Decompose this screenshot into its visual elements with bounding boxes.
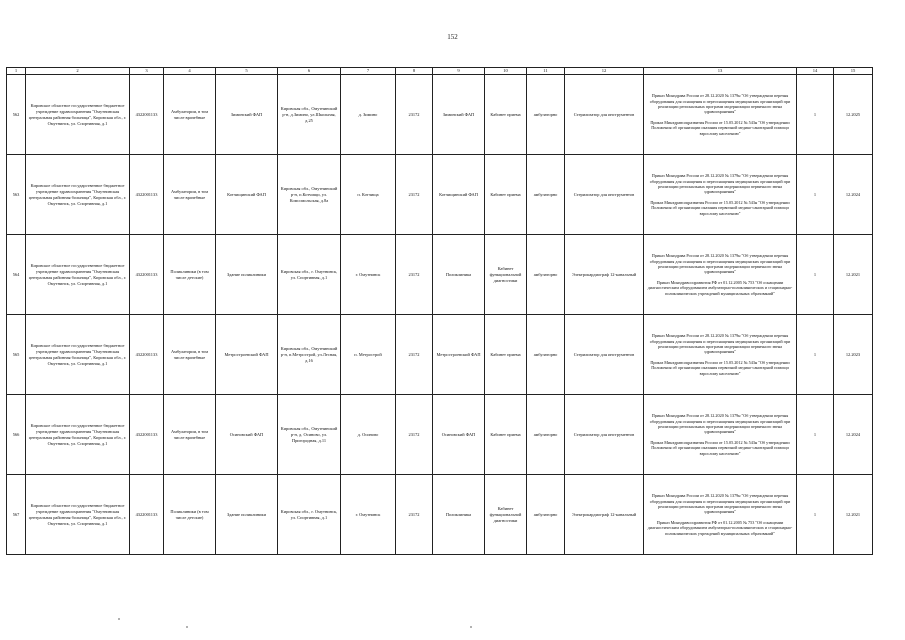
order-text: Приказ Минздравсоцразвития России от 15.05.2012 № 543н "Об утверждении Положения об организации оказания первичной медико-санитарной помощи взрослому населению" — [650, 439, 790, 456]
cell-subdivision: Котчищинский ФАП — [433, 155, 485, 235]
cell-inn: 4322001133 — [130, 75, 164, 155]
column-header-5: 5 — [216, 68, 278, 75]
table-row — [7, 315, 873, 395]
column-header-3: 3 — [130, 68, 164, 75]
cell-settlement: д. Осиново — [341, 395, 396, 475]
cell-date: 12.2021 — [834, 475, 873, 555]
cell-settlement: г. Омутнинск — [341, 475, 396, 555]
cell-address: Кировская обл., Омутнинский р-н, п.Котчищи, ул. Комсомольская, д.8а — [278, 155, 341, 235]
cell-subdivision: Поликлиника — [433, 475, 485, 555]
cell-room: Кабинет функциональной диагностики — [485, 475, 527, 555]
order-text: Приказ Минздрава России от 28.12.2020 № 1379н "Об утверждении перечня оборудования для оснащения и переоснащения медицинских организаций при реализации региональных программ модернизации первичного звена здравоохранения" — [649, 253, 791, 275]
cell-equipment: Стерилизатор для инструментов — [565, 155, 644, 235]
cell-room: Кабинет приема — [485, 315, 527, 395]
cell-organization: Кировское областное государственное бюджетное учреждение здравоохранения "Омутнинская центральная районная больница", Кировская обл., г. Омутнинск, ул. Спортивная, д.1 — [26, 315, 130, 395]
cell-subdivision: Метростроевский ФАП — [433, 315, 485, 395]
cell-num: 566 — [7, 395, 26, 475]
cell-inn: 4322001133 — [130, 475, 164, 555]
column-header-8: 8 — [396, 68, 433, 75]
cell-equipment: Электрокардиограф 12-канальный — [565, 475, 644, 555]
cell-settlement: г. Омутнинск — [341, 235, 396, 315]
cell-organization: Кировское областное государственное бюджетное учреждение здравоохранения "Омутнинская центральная районная больница", Кировская обл., г. Омутнинск, ул. Спортивная, д.1 — [26, 475, 130, 555]
cell-unit-name: Котчищинский ФАП — [216, 155, 278, 235]
order-text: Приказ Минздравсоцразвития РФ от 01.12.2005 № 753 "Об оснащении диагностическим оборудованием амбулаторно-поликлинических и стационарно-поликлинических учреждений муниципальных образований" — [647, 519, 793, 536]
cell-unit-type: Амбулатории, в том числе врачебные — [164, 75, 216, 155]
column-header-13: 13 — [644, 68, 797, 75]
cell-unit-type: Поликлиники (в том числе детские) — [164, 475, 216, 555]
cell-code: 23172 — [396, 75, 433, 155]
cell-settlement: д. Зимино — [341, 75, 396, 155]
cell-date: 12.2023 — [834, 315, 873, 395]
column-header-4: 4 — [164, 68, 216, 75]
cell-settlement: п. Метрострой — [341, 315, 396, 395]
cell-address: Кировская обл., Омутнинский р-н, д. Осиново, ул. Пригородная, д.11 — [278, 395, 341, 475]
table-row — [7, 475, 873, 555]
column-header-10: 10 — [485, 68, 527, 75]
cell-date: 12.2024 — [834, 155, 873, 235]
order-text: Приказ Минздрава России от 28.12.2020 № 1379н "Об утверждении перечня оборудования для оснащения и переоснащения медицинских организаций при реализации региональных программ модернизации первичного звена здравоохранения" — [649, 413, 791, 435]
cell-room: Кабинет приема — [485, 155, 527, 235]
cell-code: 23172 — [396, 155, 433, 235]
scan-speck — [186, 626, 188, 628]
order-text: Приказ Минздравсоцразвития России от 15.05.2012 № 543н "Об утверждении Положения об организации оказания первичной медико-санитарной помощи взрослому населению" — [650, 119, 790, 136]
cell-organization: Кировское областное государственное бюджетное учреждение здравоохранения "Омутнинская центральная районная больница", Кировская обл., г. Омутнинск, ул. Спортивная, д.1 — [26, 395, 130, 475]
cell-unit-name: Метростроевский ФАП — [216, 315, 278, 395]
cell-address: Кировская обл., г. Омутнинск, ул. Спортивная, д.1 — [278, 235, 341, 315]
cell-code: 23172 — [396, 315, 433, 395]
cell-code: 23172 — [396, 395, 433, 475]
cell-num: 563 — [7, 155, 26, 235]
cell-care-type: амбулаторно — [527, 475, 565, 555]
cell-qty: 1 — [797, 235, 834, 315]
cell-room: Кабинет функциональной диагностики — [485, 235, 527, 315]
cell-date: 12.2024 — [834, 395, 873, 475]
table-row — [7, 75, 873, 155]
order-text: Приказ Минздравсоцразвития России от 15.05.2012 № 543н "Об утверждении Положения об организации оказания первичной медико-санитарной помощи взрослому населению" — [650, 359, 790, 376]
cell-orders — [644, 235, 797, 315]
cell-num: 565 — [7, 315, 26, 395]
cell-inn: 4322001133 — [130, 155, 164, 235]
cell-equipment: Стерилизатор для инструментов — [565, 395, 644, 475]
cell-orders — [644, 75, 797, 155]
cell-qty: 1 — [797, 395, 834, 475]
cell-orders — [644, 155, 797, 235]
cell-qty: 1 — [797, 475, 834, 555]
order-text: Приказ Минздрава России от 28.12.2020 № 1379н "Об утверждении перечня оборудования для оснащения и переоснащения медицинских организаций при реализации региональных программ модернизации первичного звена здравоохранения" — [649, 333, 791, 355]
cell-date: 12.2021 — [834, 235, 873, 315]
order-text: Приказ Минздравсоцразвития России от 15.05.2012 № 543н "Об утверждении Положения об организации оказания первичной медико-санитарной помощи взрослому населению" — [650, 199, 790, 216]
cell-unit-type: Амбулатории, в том числе врачебные — [164, 395, 216, 475]
cell-address: Кировская обл., Омутнинский р-н, п.Метрострой, ул.Лесная, д.16 — [278, 315, 341, 395]
cell-unit-type: Амбулатории, в том числе врачебные — [164, 155, 216, 235]
cell-address: Кировская обл., г. Омутнинск, ул. Спортивная, д.1 — [278, 475, 341, 555]
column-number-row — [7, 68, 873, 75]
cell-care-type: амбулаторно — [527, 155, 565, 235]
column-header-1: 1 — [7, 68, 26, 75]
cell-num: 564 — [7, 235, 26, 315]
table-body — [7, 75, 873, 555]
cell-unit-type: Поликлиники (в том числе детские) — [164, 235, 216, 315]
table-row — [7, 155, 873, 235]
cell-room: Кабинет приема — [485, 395, 527, 475]
cell-subdivision: Поликлиника — [433, 235, 485, 315]
order-text: Приказ Минздрава России от 28.12.2020 № 1379н "Об утверждении перечня оборудования для оснащения и переоснащения медицинских организаций при реализации региональных программ модернизации первичного звена здравоохранения" — [649, 493, 791, 515]
cell-num: 562 — [7, 75, 26, 155]
cell-date: 12.2025 — [834, 75, 873, 155]
cell-inn: 4322001133 — [130, 315, 164, 395]
cell-qty: 1 — [797, 155, 834, 235]
table-row — [7, 395, 873, 475]
page-number: 152 — [447, 33, 458, 41]
cell-care-type: амбулаторно — [527, 75, 565, 155]
column-header-7: 7 — [341, 68, 396, 75]
cell-unit-name: Зиминский ФАП — [216, 75, 278, 155]
cell-num: 567 — [7, 475, 26, 555]
order-text: Приказ Минздрава России от 28.12.2020 № 1379н "Об утверждении перечня оборудования для оснащения и переоснащения медицинских организаций при реализации региональных программ модернизации первичного звена здравоохранения" — [649, 173, 791, 195]
scan-speck — [118, 618, 120, 620]
scan-speck — [470, 626, 472, 628]
cell-qty: 1 — [797, 315, 834, 395]
cell-subdivision: Зиминский ФАП — [433, 75, 485, 155]
cell-organization: Кировское областное государственное бюджетное учреждение здравоохранения "Омутнинская центральная районная больница", Кировская обл., г. Омутнинск, ул. Спортивная, д.1 — [26, 235, 130, 315]
cell-equipment: Электрокардиограф 12-канальный — [565, 235, 644, 315]
order-text: Приказ Минздрава России от 28.12.2020 № 1379н "Об утверждении перечня оборудования для оснащения и переоснащения медицинских организаций при реализации региональных программ модернизации первичного звена здравоохранения" — [649, 93, 791, 115]
cell-orders — [644, 395, 797, 475]
cell-code: 23172 — [396, 235, 433, 315]
order-text: Приказ Минздравсоцразвития РФ от 01.12.2005 № 753 "Об оснащении диагностическим оборудованием амбулаторно-поликлинических и стационарно-поликлинических учреждений муниципальных образований" — [647, 279, 793, 296]
cell-equipment: Стерилизатор для инструментов — [565, 75, 644, 155]
cell-organization: Кировское областное государственное бюджетное учреждение здравоохранения "Омутнинская центральная районная больница", Кировская обл., г. Омутнинск, ул. Спортивная, д.1 — [26, 75, 130, 155]
cell-room: Кабинет приема — [485, 75, 527, 155]
cell-unit-name: Здание поликлиники — [216, 235, 278, 315]
cell-settlement: п. Котчища — [341, 155, 396, 235]
cell-code: 23172 — [396, 475, 433, 555]
cell-care-type: амбулаторно — [527, 315, 565, 395]
cell-unit-type: Амбулатории, в том числе врачебные — [164, 315, 216, 395]
cell-inn: 4322001133 — [130, 395, 164, 475]
column-header-11: 11 — [527, 68, 565, 75]
cell-orders — [644, 475, 797, 555]
cell-care-type: амбулаторно — [527, 235, 565, 315]
cell-unit-name: Осиновский ФАП — [216, 395, 278, 475]
column-header-9: 9 — [433, 68, 485, 75]
equipment-register-table — [6, 67, 873, 555]
column-header-2: 2 — [26, 68, 130, 75]
cell-organization: Кировское областное государственное бюджетное учреждение здравоохранения "Омутнинская центральная районная больница", Кировская обл., г. Омутнинск, ул. Спортивная, д.1 — [26, 155, 130, 235]
cell-subdivision: Осиновский ФАП — [433, 395, 485, 475]
cell-equipment: Стерилизатор для инструментов — [565, 315, 644, 395]
table-row — [7, 235, 873, 315]
cell-care-type: амбулаторно — [527, 395, 565, 475]
column-header-12: 12 — [565, 68, 644, 75]
cell-inn: 4322001133 — [130, 235, 164, 315]
column-header-15: 15 — [834, 68, 873, 75]
column-header-14: 14 — [797, 68, 834, 75]
cell-qty: 1 — [797, 75, 834, 155]
cell-unit-name: Здание поликлиники — [216, 475, 278, 555]
cell-orders — [644, 315, 797, 395]
cell-address: Кировская обл., Омутнинский р-н, д.Зимино, ул.Школьная, д.25 — [278, 75, 341, 155]
column-header-6: 6 — [278, 68, 341, 75]
